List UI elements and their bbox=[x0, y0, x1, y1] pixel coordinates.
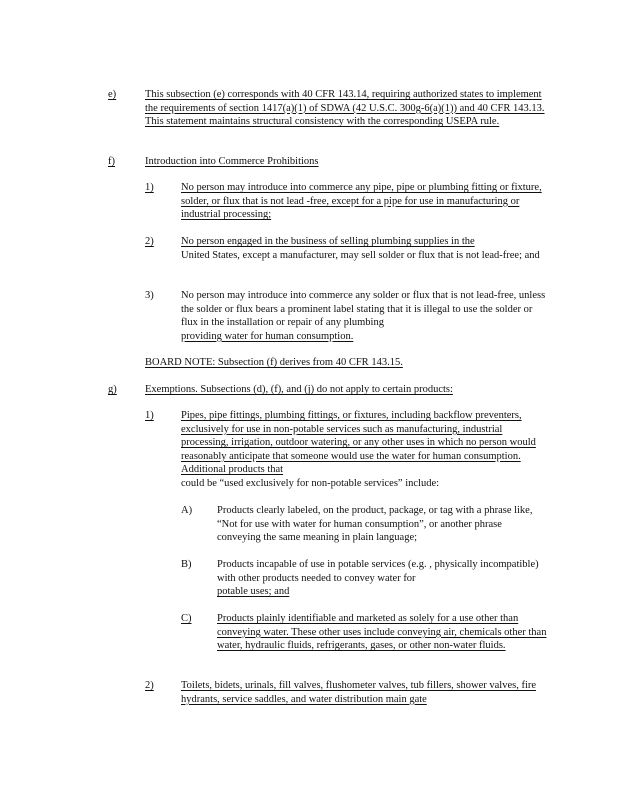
section-f-label: f) bbox=[108, 156, 115, 167]
section-e-label: e) bbox=[108, 89, 117, 100]
section-g-item-2-label: 2) bbox=[145, 680, 154, 691]
section-f-item-2-label: 2) bbox=[145, 236, 154, 247]
section-g-heading: Exemptions. Subsections (d), (f), and (j) do not apply to certain products: bbox=[145, 384, 453, 395]
section-f-heading: Introduction into Commerce Prohibitions bbox=[145, 156, 319, 167]
section-f-item-2-underlined: No person engaged in the business of selling plumbing supplies in the bbox=[181, 236, 475, 247]
section-f-item-3-underlined: providing water for human consumption. bbox=[181, 330, 354, 342]
section-f-item-1-text: No person may introduce into commerce any pipe, pipe or plumbing fitting or fixture, solder, or flux that is not lead -free, except for a pipe for use in manufacturing or industrial processing; bbox=[181, 182, 542, 220]
section-f-item-2 bbox=[181, 235, 547, 262]
section-f-item-2-text: United States, except a manufacturer, may sell solder or flux that is not lead-free; and bbox=[181, 249, 540, 261]
section-g-sub-b bbox=[217, 558, 547, 599]
section-g-sub-b-text: Products incapable of use in potable services (e.g. , physically incompatible) with other products needed to convey water for bbox=[217, 559, 539, 584]
section-g-sub-b-label: B) bbox=[181, 559, 192, 570]
section-g-sub-a-label: A) bbox=[181, 505, 193, 516]
section-f-item-3-label: 3) bbox=[145, 290, 154, 301]
section-f-item-3 bbox=[181, 289, 547, 343]
section-g-sub-c-text: Products plainly identifiable and marketed as solely for a use other than conveying water. These other uses include conveying air, chemicals other than water, hydraulic fluids, refrigerants, gases, or other non-water fluids. bbox=[217, 613, 547, 651]
section-g-sub-c-label: C) bbox=[181, 613, 192, 624]
section-f-item-1-label: 1) bbox=[145, 182, 154, 193]
section-f-board-note: BOARD NOTE: Subsection (f) derives from 40 CFR 143.15. bbox=[145, 357, 403, 368]
section-g-item-2-text: Toilets, bidets, urinals, fill valves, flushometer valves, tub fillers, shower valves, fire hydrants, service saddles, and water distribution main gate bbox=[181, 680, 537, 705]
section-g-item-1-text: could be “used exclusively for non-potable services” include: bbox=[181, 477, 440, 489]
section-g-label: g) bbox=[108, 384, 117, 395]
section-g-item-1-underlined: Pipes, pipe fittings, plumbing fittings, or fixtures, including backflow preventers, exclusively for use in non-potable services such as manufacturing, industrial processing, irrigation, outdoor watering, or any other uses in which no person would reasonably anticipate that someone would use the water for human consumption. Additional products that bbox=[181, 410, 536, 475]
section-g-item-1-label: 1) bbox=[145, 410, 154, 421]
section-g-sub-a-text: Products clearly labeled, on the product, package, or tag with a phrase like, “Not for use with water for human consumption”, or another phrase conveying the same meaning in plain language; bbox=[217, 505, 533, 543]
section-g-item-1 bbox=[181, 409, 547, 490]
section-e-text: This subsection (e) corresponds with 40 CFR 143.14, requiring authorized states to implement the requirements of section 1417(a)(1) of SDWA (42 U.S.C. 300g-6(a)(1)) and 40 CFR 143.13. This statement maintains structural consistency with the corresponding USEPA rule. bbox=[145, 89, 545, 127]
section-g-sub-b-underlined: potable uses; and bbox=[217, 586, 290, 597]
section-f-item-3-text: No person may introduce into commerce any solder or flux that is not lead-free, unless the solder or flux bears a prominent label stating that it is illegal to use the solder or flux in the installation or repair of any plumbing bbox=[181, 290, 546, 328]
